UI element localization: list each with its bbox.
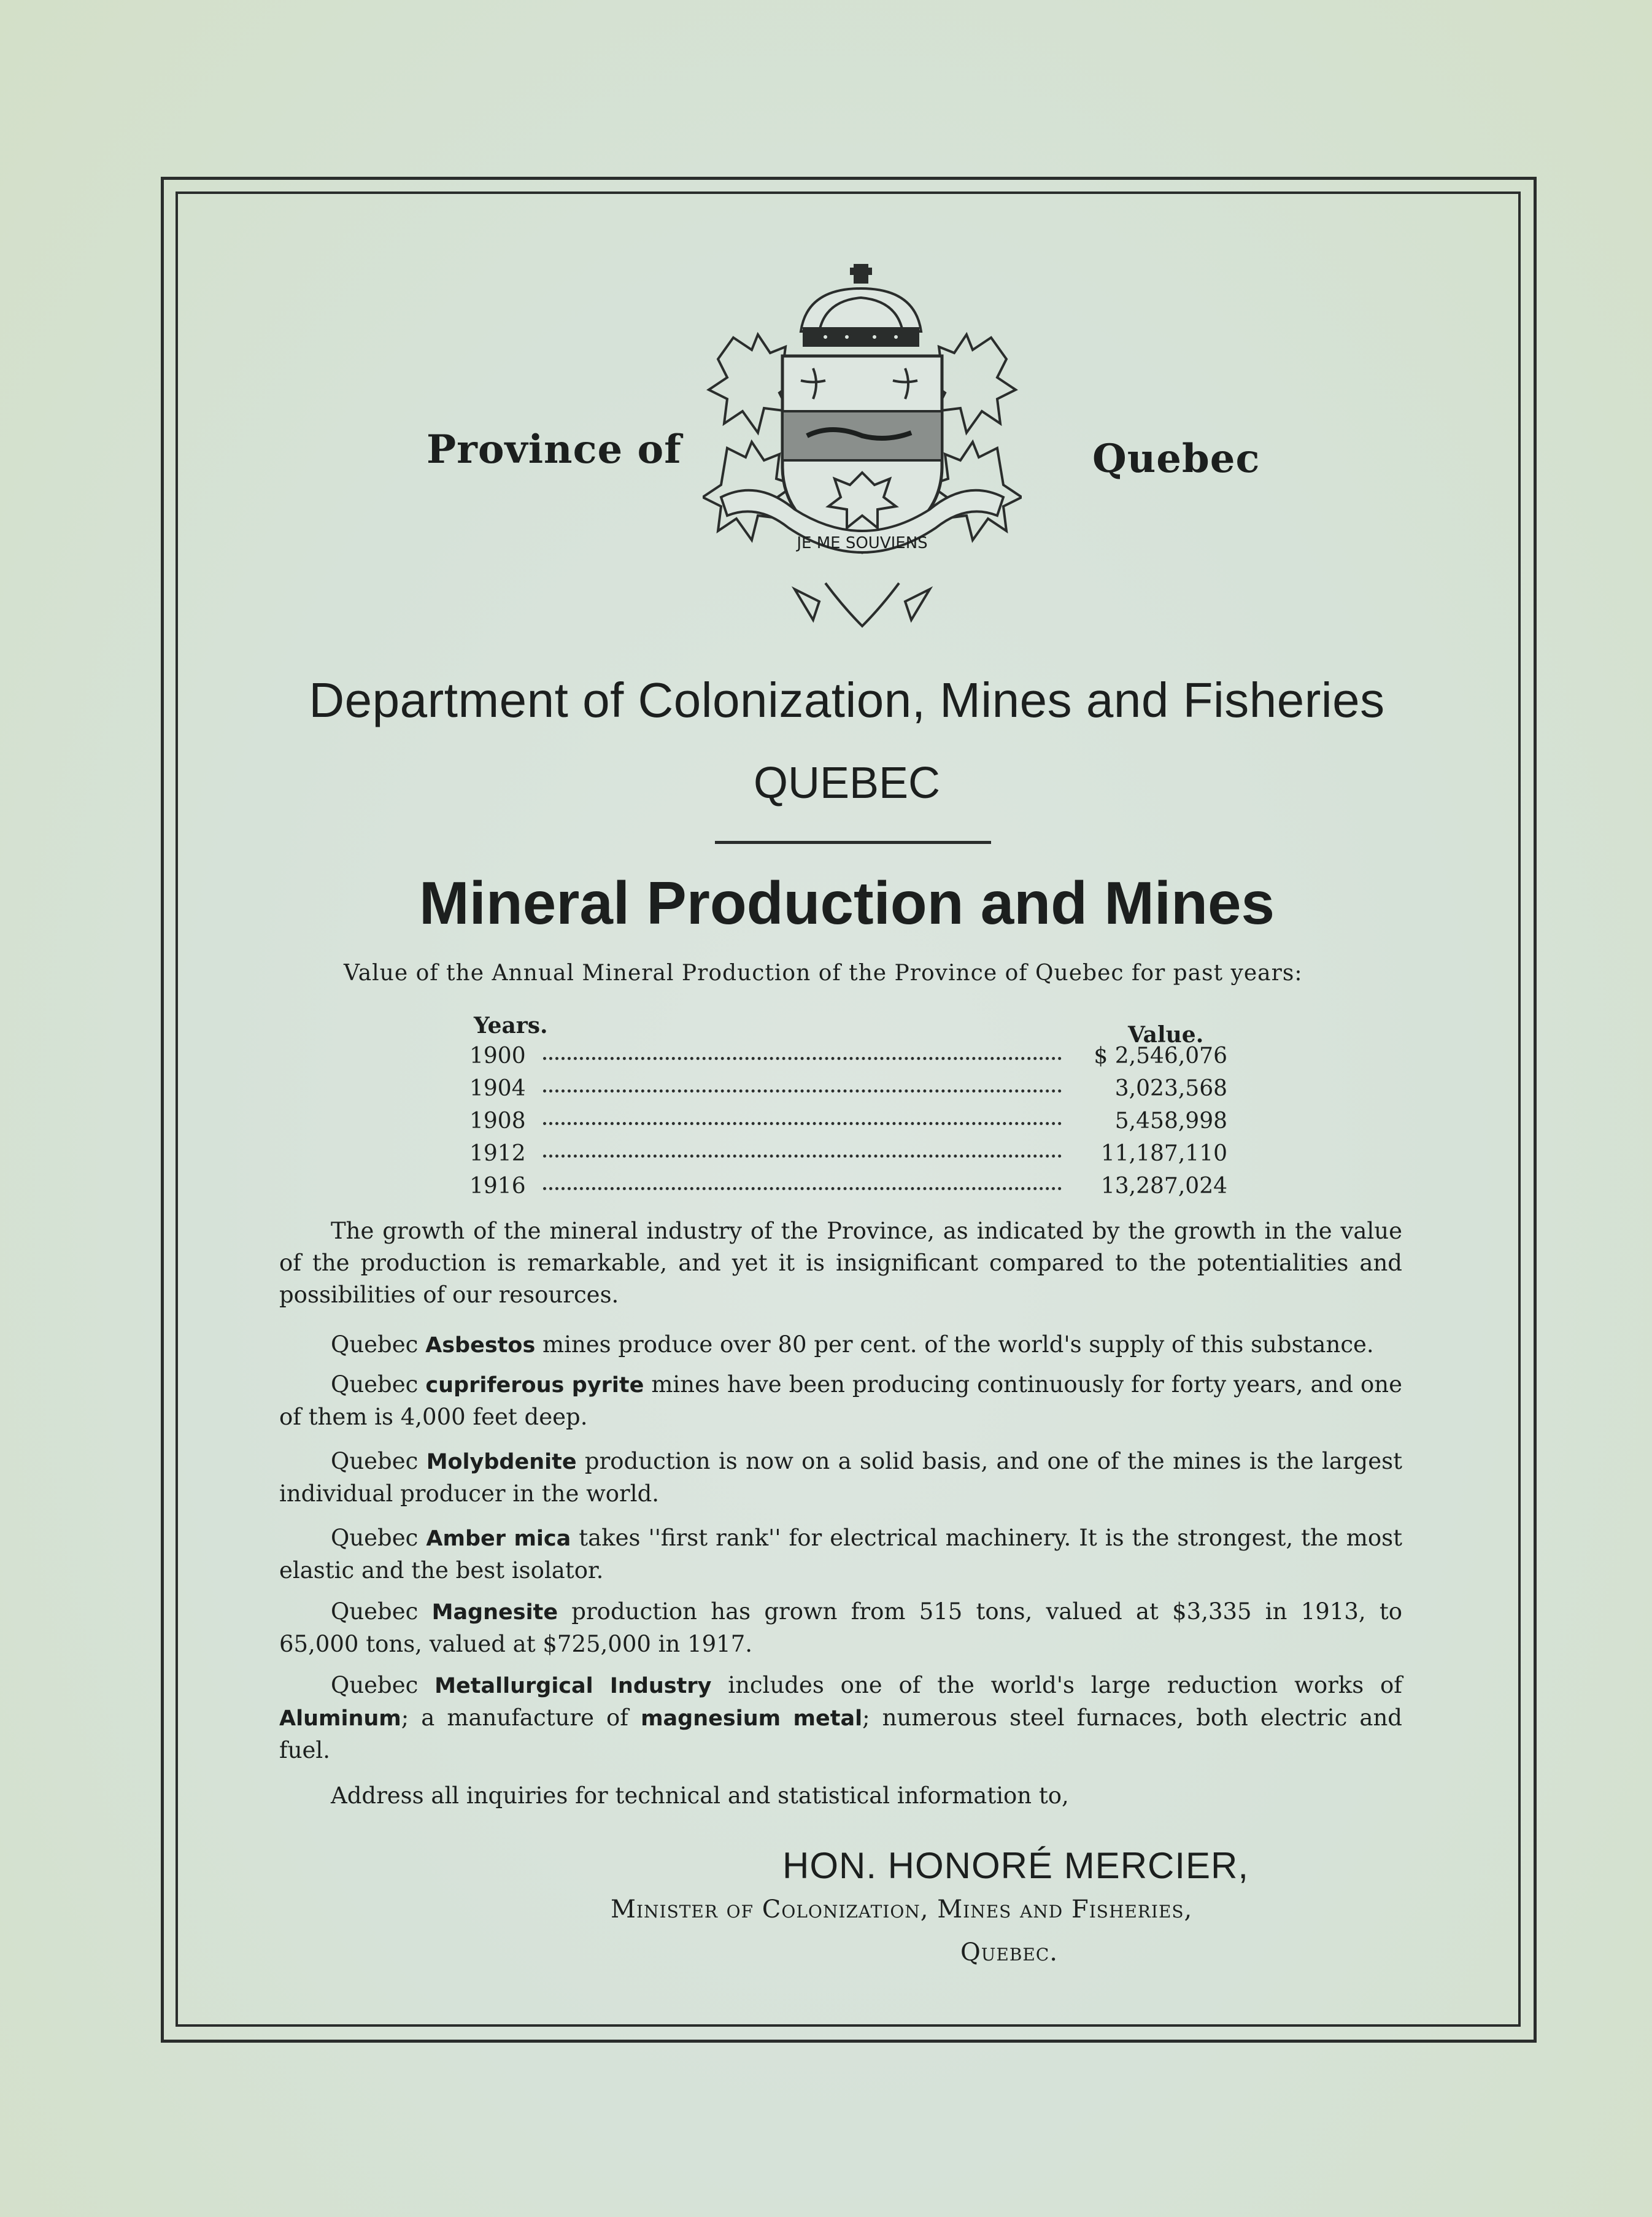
- magnesite-term: Magnesite: [431, 1600, 558, 1625]
- row-year: 1908: [469, 1108, 526, 1134]
- molybdenite-term: Molybdenite: [426, 1450, 577, 1474]
- aluminum-term: Aluminum: [279, 1706, 401, 1731]
- molybdenite-paragraph: Quebec Molybdenite production is now on a solid basis, and one of the mines is the largest individual producer in the world.: [279, 1448, 1402, 1507]
- signatory-title: Minister of Colonization, Mines and Fisheries,: [611, 1895, 1193, 1924]
- leader-dots: [543, 1187, 1062, 1190]
- page-title: Mineral Production and Mines: [419, 869, 1275, 937]
- asbestos-term: Asbestos: [425, 1333, 536, 1358]
- row-value: 13,287,024: [1100, 1174, 1227, 1199]
- table-header-value: Value.: [1128, 1022, 1204, 1048]
- row-value: 3,023,568: [1114, 1076, 1227, 1101]
- row-value: $ 2,546,076: [1094, 1043, 1227, 1069]
- heading-divider: [715, 841, 991, 844]
- row-value: 11,187,110: [1100, 1141, 1227, 1166]
- magnesium-term: magnesium metal: [641, 1706, 863, 1731]
- magnesite-paragraph: Quebec Magnesite production has grown from 515 tons, valued at $3,335 in 1913, to 65,000 tons, valued at $725,000 in 1917.: [279, 1598, 1402, 1657]
- table-row: [469, 1108, 1227, 1142]
- table-intro: Value of the Annual Mineral Production of the Province of Quebec for past years:: [344, 961, 1303, 986]
- mica-paragraph: Quebec Amber mica takes ''first rank'' for electrical machinery. It is the strongest, the most elastic and the best isolator.: [279, 1525, 1402, 1584]
- leader-dots: [543, 1089, 1062, 1093]
- mica-term: Amber mica: [426, 1526, 571, 1551]
- quebec-coat-of-arms-icon: [703, 264, 1022, 644]
- metallurgical-paragraph: Quebec Metallurgical Industry includes one of the world's large reduction works of Aluminum; a manufacture of magnesium metal; numerous steel furnaces, both electric and fuel.: [279, 1672, 1402, 1763]
- table-row: [469, 1141, 1227, 1174]
- department-heading: Department of Colonization, Mines and Fisheries: [309, 673, 1385, 727]
- row-year: 1900: [469, 1043, 526, 1069]
- growth-paragraph: The growth of the mineral industry of the Province, as indicated by the growth in the value of the production is remarkable, and yet it is insignificant compared to the potentialities and possibilities of our resources.: [279, 1218, 1402, 1308]
- leader-dots: [543, 1122, 1062, 1125]
- row-year: 1916: [469, 1174, 526, 1199]
- leader-dots: [543, 1057, 1062, 1060]
- table-row: [469, 1043, 1227, 1077]
- table-row: [469, 1174, 1227, 1207]
- pyrite-paragraph: Quebec cupriferous pyrite mines have been producing continuously for forty years, and one of them is 4,000 feet deep.: [279, 1371, 1403, 1430]
- pyrite-term: cupriferous pyrite: [425, 1373, 644, 1398]
- row-value: 5,458,998: [1114, 1108, 1227, 1134]
- row-year: 1912: [469, 1141, 526, 1166]
- metallurgical-term: Metallurgical Industry: [434, 1674, 712, 1698]
- row-year: 1904: [469, 1076, 526, 1101]
- signatory-city: Quebec.: [960, 1938, 1058, 1967]
- leader-dots: [543, 1155, 1062, 1158]
- table-row: [469, 1076, 1227, 1109]
- address-paragraph: Address all inquiries for technical and statistical information to,: [331, 1782, 1069, 1809]
- department-city: QUEBEC: [753, 759, 941, 808]
- signatory-name: HON. HONORÉ MERCIER,: [782, 1845, 1249, 1886]
- header-quebec-label: Quebec: [1092, 436, 1260, 482]
- crest-motto: JE ME SOUVIENS: [797, 534, 928, 552]
- header-province-label: Province of: [427, 427, 682, 473]
- table-header-years: Years.: [474, 1013, 548, 1039]
- asbestos-paragraph: Quebec Asbestos mines produce over 80 per cent. of the world's supply of this substance.: [331, 1331, 1374, 1358]
